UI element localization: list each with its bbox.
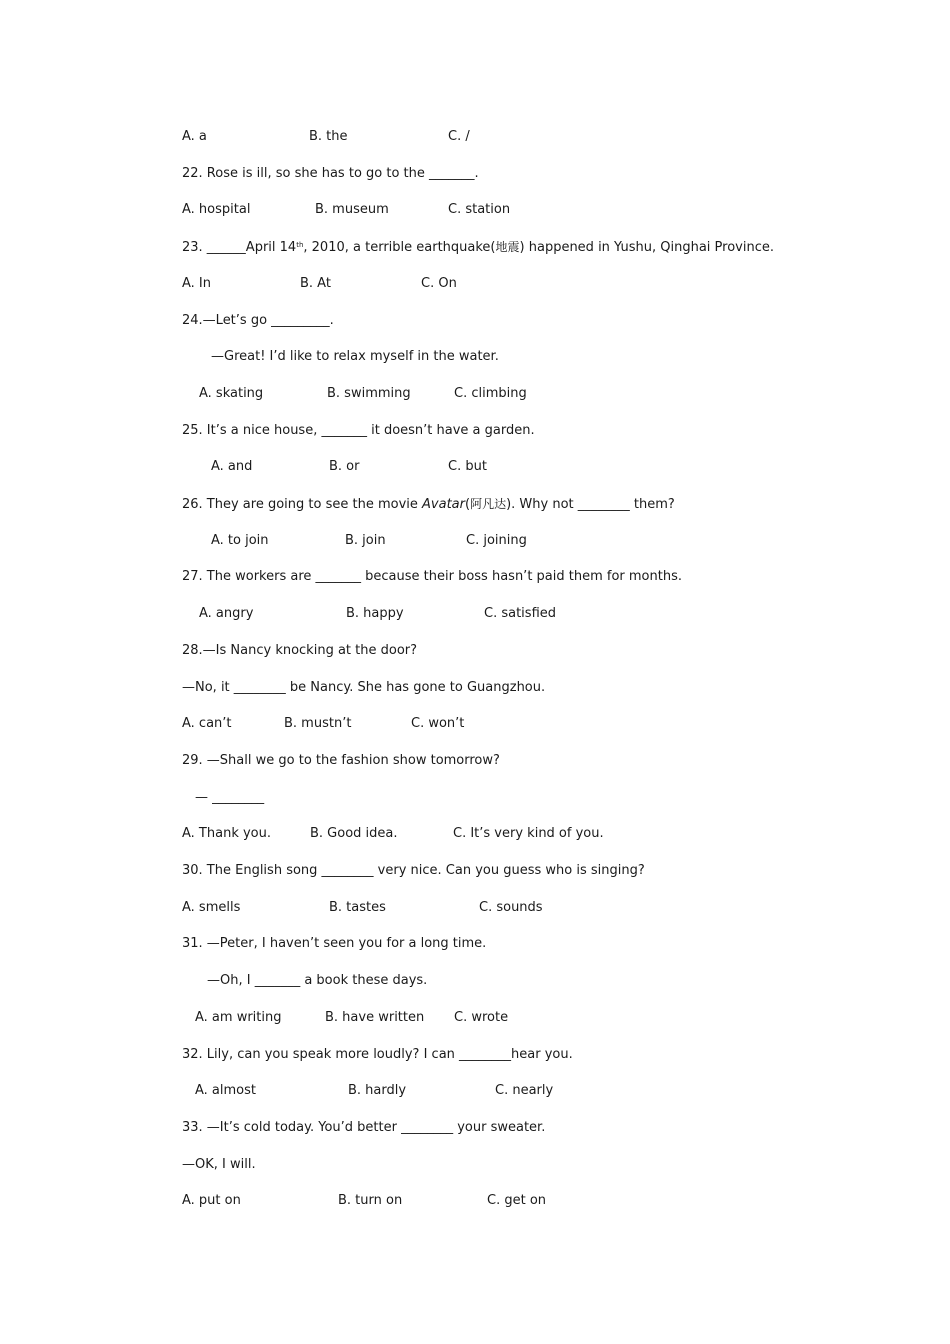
q32-option-a: A. almost	[195, 1083, 256, 1098]
q22-option-a: A. hospital	[182, 202, 251, 217]
q29-stem: 29. —Shall we go to the fashion show tomorrow?	[182, 753, 500, 768]
q23-stem	[182, 239, 774, 255]
q23-stem-mid: , 2010, a terrible earthquake(	[303, 240, 496, 255]
q29-option-c: C. It’s very kind of you.	[453, 826, 604, 841]
q24-option-a: A. skating	[199, 386, 264, 401]
q27-option-c: C. satisfied	[484, 606, 557, 621]
q30-stem: 30. The English song ________ very nice. Can you guess who is singing?	[182, 863, 645, 878]
q21-option-c: C. /	[448, 129, 470, 144]
q33-option-c: C. get on	[487, 1193, 547, 1208]
q22-option-c: C. station	[448, 202, 511, 217]
q22-stem: 22. Rose is ill, so she has to go to the _______.	[182, 166, 479, 181]
q29-reply: — ________	[195, 790, 265, 805]
q26-stem-italic: Avatar	[422, 497, 465, 512]
q26-stem-suffix: ). Why not ________ them?	[506, 497, 675, 512]
q24-option-c: C. climbing	[454, 386, 527, 401]
q24-reply: —Great! I’d like to relax myself in the water.	[211, 349, 499, 364]
q23-option-a: A. In	[182, 276, 212, 291]
q30-option-a: A. smells	[182, 900, 241, 915]
q25-option-b: B. or	[329, 459, 360, 474]
q31-option-a: A. am writing	[195, 1010, 282, 1025]
q26-stem	[182, 496, 675, 512]
q31-stem: 31. —Peter, I haven’t seen you for a long time.	[182, 936, 487, 951]
q32-option-c: C. nearly	[495, 1083, 554, 1098]
q30-option-c: C. sounds	[479, 900, 543, 915]
q26-option-b: B. join	[345, 533, 386, 548]
q32-option-b: B. hardly	[348, 1083, 407, 1098]
q33-reply: —OK, I will.	[182, 1157, 256, 1172]
q28-option-c: C. won’t	[411, 716, 465, 731]
q33-option-a: A. put on	[182, 1193, 241, 1208]
q23-stem-suffix: ) happened in Yushu, Qinghai Province.	[519, 240, 774, 255]
q25-stem: 25. It’s a nice house, _______ it doesn’t have a garden.	[182, 423, 535, 438]
q21-option-a: A. a	[182, 129, 207, 144]
q29-option-a: A. Thank you.	[182, 826, 271, 841]
q31-reply: —Oh, I _______ a book these days.	[207, 973, 428, 988]
q33-stem: 33. —It’s cold today. You’d better ________ your sweater.	[182, 1120, 546, 1135]
q23-option-c: C. On	[421, 276, 457, 291]
q27-option-b: B. happy	[346, 606, 404, 621]
q31-option-b: B. have written	[325, 1010, 425, 1025]
q23-stem-cjk: 地震	[495, 240, 520, 254]
q25-option-c: C. but	[448, 459, 487, 474]
q22-option-b: B. museum	[315, 202, 389, 217]
q24-option-b: B. swimming	[327, 386, 411, 401]
q33-option-b: B. turn on	[338, 1193, 403, 1208]
q29-option-b: B. Good idea.	[310, 826, 398, 841]
q27-option-a: A. angry	[199, 606, 254, 621]
q23-stem-sup: th	[296, 241, 304, 249]
q32-stem: 32. Lily, can you speak more loudly? I can ________hear you.	[182, 1047, 573, 1062]
q23-stem-prefix: 23. ______April 14	[182, 240, 297, 255]
q23-option-b: B. At	[300, 276, 331, 291]
q26-stem-prefix: 26. They are going to see the movie	[182, 497, 423, 512]
q26-stem-cjk: 阿凡达	[470, 497, 507, 511]
q28-option-a: A. can’t	[182, 716, 232, 731]
q28-stem: 28.—Is Nancy knocking at the door?	[182, 643, 418, 658]
q31-option-c: C. wrote	[454, 1010, 509, 1025]
q28-reply: —No, it ________ be Nancy. She has gone to Guangzhou.	[182, 680, 546, 695]
q25-option-a: A. and	[211, 459, 253, 474]
q30-option-b: B. tastes	[329, 900, 386, 915]
q26-stem-open: (	[464, 497, 471, 512]
q28-option-b: B. mustn’t	[284, 716, 352, 731]
q27-stem: 27. The workers are _______ because their boss hasn’t paid them for months.	[182, 569, 682, 584]
q21-option-b: B. the	[309, 129, 348, 144]
q26-option-c: C. joining	[466, 533, 527, 548]
q26-option-a: A. to join	[211, 533, 269, 548]
q24-stem: 24.—Let’s go _________.	[182, 313, 334, 328]
